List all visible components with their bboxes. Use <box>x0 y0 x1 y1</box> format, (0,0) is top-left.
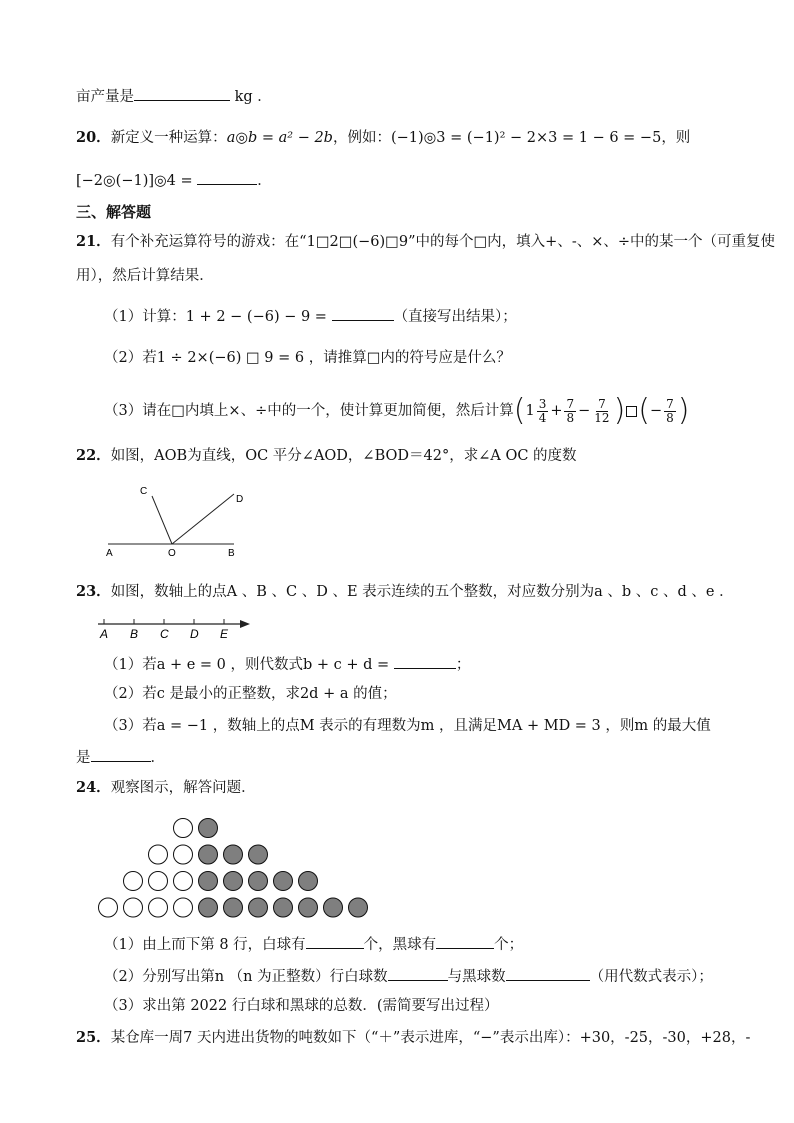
white-ball <box>149 898 168 917</box>
q24-p2-c: （用代数式表示）； <box>589 969 713 985</box>
answer-blank <box>394 654 456 669</box>
question-number: 24． <box>76 779 111 796</box>
q20-intro: 新定义一种运算： <box>110 130 227 146</box>
answer-blank <box>134 86 230 101</box>
q24-part3: （3）求出第 2022 行白球和黑球的总数．(需简要写出过程） <box>104 998 499 1014</box>
q24-p1-c: 个； <box>494 937 524 953</box>
q21-line2: 用），然后计算结果． <box>76 268 214 284</box>
section-heading: 三、解答题 <box>76 203 152 221</box>
black-ball <box>274 872 293 891</box>
mu-yield-suffix: kg ． <box>230 89 272 105</box>
q23-p3-cont-prefix: 是 <box>76 750 91 766</box>
white-ball <box>174 872 193 891</box>
q21-line1: 有个补充运算符号的游戏：在“1□2□(−6)□9”中的每个□内，填入+、-、×、÷中的某一个（可重复使 <box>110 234 776 250</box>
q25-text: 某仓库一周7 天内进出货物的吨数如下（“＋”表示进库，“−”表示出库）：+30，-25，-30，+28，- <box>110 1030 751 1046</box>
black-ball <box>199 898 218 917</box>
q23-part3-cont <box>76 747 165 768</box>
minus-sign: − <box>650 403 663 419</box>
black-ball <box>224 898 243 917</box>
mu-yield-prefix: 亩产量是 <box>76 89 134 105</box>
label-d: D <box>236 494 244 505</box>
question-number: 23． <box>76 583 111 600</box>
question-23 <box>76 582 734 602</box>
answer-blank <box>91 747 151 762</box>
label-c: C <box>140 486 148 497</box>
q23-part2: （2）若c 是最小的正整数，求2d + a 的值； <box>104 686 397 702</box>
axis-label-a: A <box>100 627 109 641</box>
q22-text: 如图，AOB为直线，OC 平分∠AOD，∠BOD＝42°，求∠A OC 的度数 <box>110 448 577 464</box>
fraction-7-8-b: $\frac{7}{8}$ <box>666 396 674 425</box>
q24-p2-a: （2）分别写出第n （n 为正整数）行白球数 <box>104 969 388 985</box>
q24-p1-b: 个，黑球有 <box>363 937 437 953</box>
answer-blank <box>388 966 448 981</box>
q24-part1 <box>104 934 523 955</box>
white-ball <box>149 872 168 891</box>
white-ball <box>174 845 193 864</box>
question-number: 25． <box>76 1029 111 1046</box>
white-ball <box>149 845 168 864</box>
fraction-7-8: $\frac{7}{8}$ <box>566 396 575 425</box>
q21-p1-note: （直接写出结果）； <box>393 309 517 325</box>
q24-p1-a: （1）由上而下第 8 行，白球有 <box>104 937 306 953</box>
ray-od <box>172 494 234 544</box>
ray-oc <box>152 496 172 544</box>
question-number: 22． <box>76 447 111 464</box>
q20-example: (−1)◎3 = (−1)² − 2×3 = 1 − 6 = −5 <box>390 130 662 146</box>
question-22 <box>76 446 577 466</box>
question-20-expr <box>76 170 272 191</box>
q21-p3-whole: 1 <box>525 403 535 419</box>
black-ball <box>349 898 368 917</box>
question-20 <box>76 128 690 148</box>
q20-definition: a◎b = a² − 2b <box>226 130 333 146</box>
number-line <box>94 614 254 642</box>
white-ball <box>124 872 143 891</box>
angle-diagram <box>100 480 260 562</box>
axis-label-c: C <box>160 627 169 641</box>
white-ball <box>99 898 118 917</box>
black-ball <box>249 898 268 917</box>
white-ball <box>174 819 193 838</box>
fraction-3-4: $\frac{3}{4}$ <box>538 396 547 425</box>
q21-p3-text: （3）请在□内填上×、÷中的一个，使计算更加简便，然后计算 <box>104 403 514 419</box>
black-ball <box>224 872 243 891</box>
black-ball <box>299 872 318 891</box>
question-number: 21． <box>76 233 111 250</box>
plus-sign: + <box>550 403 563 419</box>
axis-label-b: B <box>130 627 139 641</box>
q23-p3-cont-suffix: ． <box>150 750 165 766</box>
q24-p2-b: 与黑球数 <box>447 969 506 985</box>
black-ball <box>199 845 218 864</box>
black-ball <box>249 845 268 864</box>
minus-sign: − <box>578 403 591 419</box>
answer-blank <box>506 966 590 981</box>
label-o: O <box>168 548 176 559</box>
answer-blank <box>306 934 364 949</box>
line-mu-yield <box>76 86 272 107</box>
answer-blank <box>436 934 494 949</box>
label-b: B <box>228 548 235 559</box>
black-ball <box>199 819 218 838</box>
q23-p1-end: ； <box>455 657 471 673</box>
arrow-icon <box>240 620 250 628</box>
q20-end: ． <box>257 173 272 189</box>
q21-p1-text: （1）计算：1 + 2 − (−6) − 9 = <box>104 309 327 325</box>
black-ball <box>199 872 218 891</box>
q21-part2: （2）若1 ÷ 2×(−6) □ 9 = 6 ，请推算□内的符号应是什么？ <box>104 350 511 366</box>
q23-part3: （3）若a = −1 ，数轴上的点M 表示的有理数为m ，且满足MA + MD = 3 ，则m 的最大值 <box>104 718 711 734</box>
ball-pattern-figure <box>90 812 380 922</box>
black-ball <box>274 898 293 917</box>
q23-p1-text: （1）若a + e = 0 ，则代数式b + c + d = <box>104 657 390 673</box>
q20-then: ，则 <box>661 130 691 146</box>
label-a: A <box>106 548 113 559</box>
fraction-7-12: $\frac{7}{12}$ <box>594 396 610 425</box>
white-ball <box>124 898 143 917</box>
black-ball <box>249 872 268 891</box>
black-ball <box>224 845 243 864</box>
question-25 <box>76 1028 750 1048</box>
white-ball <box>174 898 193 917</box>
q23-text: 如图，数轴上的点A 、B 、C 、D 、E 表示连续的五个整数，对应数分别为a 、b 、c 、d 、e ． <box>110 584 734 600</box>
q24-text: 观察图示，解答问题． <box>110 780 256 796</box>
q21-part3: （3）请在□内填上×、÷中的一个，使计算更加简便，然后计算(1 $\frac{3}{4}$ + $\frac{7}{8}$ − $\frac{7}{12}$ ) (− $\frac{7}{8}$ ) <box>104 393 690 428</box>
q24-part2 <box>104 966 713 987</box>
q23-part1 <box>104 654 470 675</box>
black-ball <box>299 898 318 917</box>
operator-box <box>626 406 637 417</box>
axis-label-d: D <box>190 627 199 641</box>
question-24 <box>76 778 256 798</box>
answer-blank <box>197 170 257 185</box>
q20-expression: [−2◎(−1)]◎4 = <box>76 173 193 189</box>
question-21 <box>76 232 775 252</box>
q21-part1 <box>104 306 517 327</box>
question-number: 20． <box>76 129 111 146</box>
answer-blank <box>332 306 394 321</box>
axis-label-e: E <box>220 627 229 641</box>
q20-example-label: ，例如： <box>332 130 391 146</box>
black-ball <box>324 898 343 917</box>
